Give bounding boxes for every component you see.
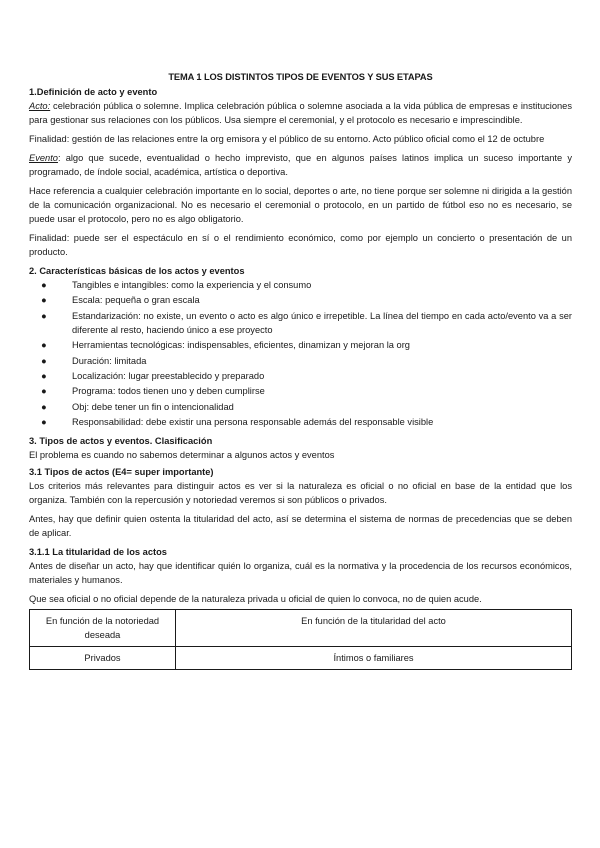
acto-text: celebración pública o solemne. Implica celebración pública o solemne asociada a la vida pública de empresas e instituciones para gestionar sus relaciones con los públicos. Usa siempre el ceremonial, y el protocolo es necesario e imprescindible. bbox=[29, 101, 572, 125]
list-item: ● Estandarización: no existe, un evento o acto es algo único e irrepetible. La línea del tiempo en cada acto/evento va a ser diferente al resto, haciendo único a ese proyecto bbox=[41, 310, 572, 335]
evento-definition bbox=[29, 151, 572, 179]
list-item: ● Herramientas tecnológicas: indispensables, eficientes, dinamizan y mejoran la org bbox=[41, 340, 410, 351]
table-cell: Privados bbox=[30, 647, 176, 670]
list-item: ● Responsabilidad: debe existir una persona responsable además del responsable visible bbox=[41, 417, 434, 428]
bullet-icon: ● bbox=[41, 417, 47, 428]
list-item: ● Duración: limitada bbox=[41, 355, 147, 366]
bullet-icon: ● bbox=[41, 310, 47, 321]
bullet-icon: ● bbox=[41, 401, 47, 412]
table-row bbox=[30, 610, 572, 647]
document-page bbox=[29, 70, 572, 670]
bullet-icon: ● bbox=[41, 295, 47, 306]
section-3-heading: 3. Tipos de actos y eventos. Clasificación bbox=[29, 436, 213, 447]
finalidad-evento: Finalidad: puede ser el espectáculo en sí o el rendimiento económico, como por ejemplo un concierto o presentación de un producto. bbox=[29, 233, 572, 257]
disenar-paragraph: Antes de diseñar un acto, hay que identificar quién lo organiza, cuál es la normativa y la procedencia de los recursos económicos, materiales y humanos. bbox=[29, 561, 572, 586]
bullet-icon: ● bbox=[41, 355, 47, 366]
acto-term: Acto: bbox=[29, 101, 51, 111]
list-item: ● Programa: todos tienen uno y deben cumplirse bbox=[41, 386, 265, 397]
bullet-icon: ● bbox=[41, 280, 47, 290]
list-item: ● Obj: debe tener un fin o intencionalidad bbox=[41, 401, 234, 412]
table-row bbox=[30, 647, 572, 670]
table-cell: En función de la notoriedad deseada bbox=[30, 610, 176, 647]
list-item: ● Escala: pequeña o gran escala bbox=[41, 295, 200, 306]
section-1-heading: 1.Definición de acto y evento bbox=[29, 87, 158, 97]
bullet-icon: ● bbox=[41, 386, 47, 397]
section-3-1-heading: 3.1 Tipos de actos (E4= super importante) bbox=[29, 467, 214, 478]
referencia-paragraph: Hace referencia a cualquier celebración importante en lo social, deportes o arte, no tiene porque ser solemne ni dirigida a la gestión de la comunicación organizacional. No es necesario el ceremonial o protocolo, en un partido de fútbol eso no es necesario, se puede usar el protocolo, pero no es algo obligatorio. bbox=[29, 186, 572, 224]
finalidad-acto: Finalidad: gestión de las relaciones entre la org emisora y el público de su entorno. Acto público oficial como el 12 de octubre bbox=[29, 134, 545, 144]
document-title: TEMA 1 LOS DISTINTOS TIPOS DE EVENTOS Y SUS ETAPAS bbox=[168, 72, 433, 82]
antes-paragraph: Antes, hay que definir quien ostenta la titularidad del acto, así se determina el sistema de normas de precedencias que se deben de aplicar. bbox=[29, 514, 572, 539]
bullet-icon: ● bbox=[41, 370, 47, 381]
criterios-paragraph: Los criterios más relevantes para distinguir actos es ver si la naturaleza es oficial o no oficial en base de la entidad que los organiza. También con la repercusión y notoriedad veremos si son públicos o privados. bbox=[29, 481, 572, 506]
acto-definition bbox=[29, 99, 572, 127]
section-3-intro: El problema es cuando no sabemos determinar a algunos actos y eventos bbox=[29, 450, 335, 461]
table-cell: En función de la titularidad del acto bbox=[176, 610, 572, 647]
table-cell: Íntimos o familiares bbox=[176, 647, 572, 670]
bullet-icon: ● bbox=[41, 340, 47, 351]
list-item: ● Localización: lugar preestablecido y preparado bbox=[41, 370, 265, 381]
characteristics-list bbox=[29, 278, 572, 429]
evento-term: Evento bbox=[29, 153, 58, 163]
evento-text: : algo que sucede, eventualidad o hecho imprevisto, que en algunos países latinos implica un suceso importante y programado, de índole social, académica, artística o deportiva. bbox=[29, 153, 572, 177]
section-3-1-1-heading: 3.1.1 La titularidad de los actos bbox=[29, 547, 167, 558]
list-item: ● Tangibles e intangibles: como la experiencia y el consumo bbox=[41, 280, 312, 290]
classification-table bbox=[29, 609, 572, 670]
section-2-heading: 2. Características básicas de los actos y eventos bbox=[29, 266, 245, 276]
oficial-paragraph: Que sea oficial o no oficial depende de la naturaleza privada u oficial de quien lo convoca, no de quien acude. bbox=[29, 594, 482, 605]
